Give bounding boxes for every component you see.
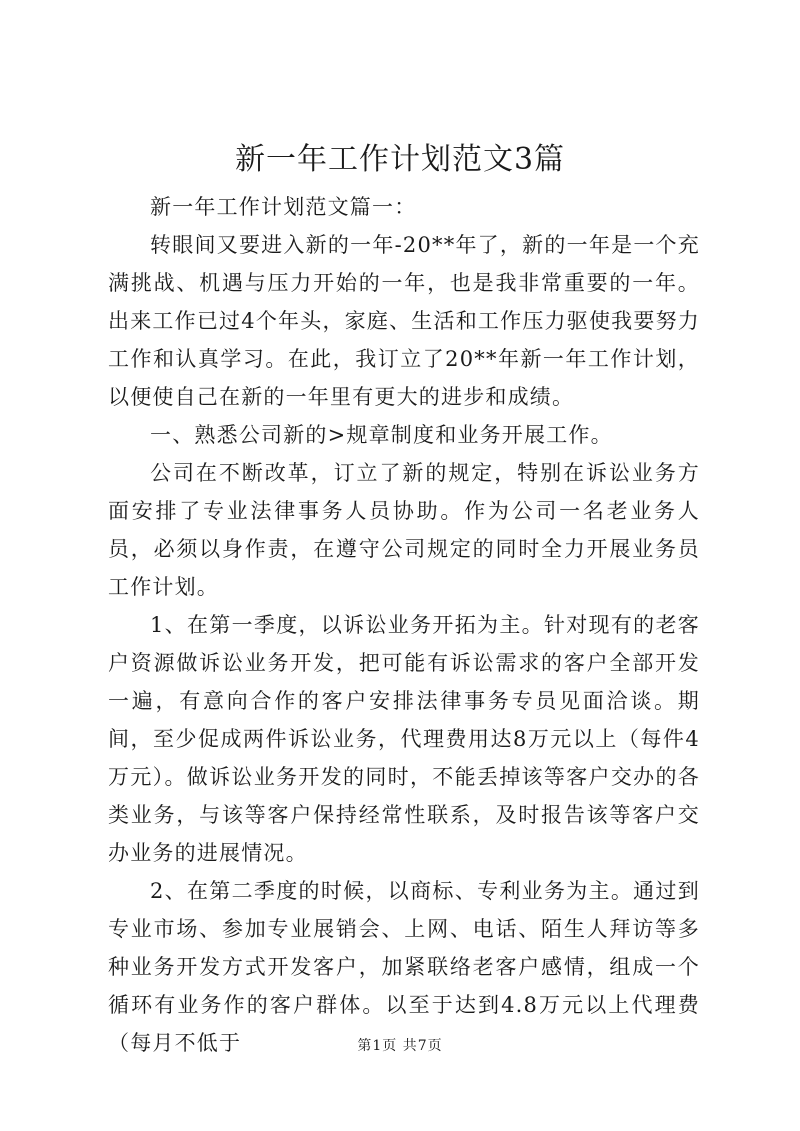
document-title: 新一年工作计划范文3篇 <box>234 142 566 177</box>
paragraph-section-heading: 新一年工作计划范文篇一： <box>150 195 417 219</box>
paragraph-second-quarter: 2、在第二季度的时候，以商标、专利业务为主。通过到专业市场、参加专业展销会、上网、电话、陌生人拜访等多种业务开发方式开发客户，加紧联络老客户感情，组成一个循环有业务作的客户群体。以至于达到4.8万元以上代理费（每月不低于 <box>108 879 700 1055</box>
document-body <box>108 188 700 1062</box>
paragraph-first-quarter: 1、在第一季度，以诉讼业务开拓为主。针对现有的老客户资源做诉讼业务开发，把可能有诉讼需求的客户全部开发一遍，有意向合作的客户安排法律事务专员见面洽谈。期间，至少促成两件诉讼业务，代理费用达8万元以上（每件4万元）。做诉讼业务开发的同时，不能丢掉该等客户交办的各类业务，与该等客户保持经常性联系，及时报告该等客户交办业务的进展情况。 <box>108 613 700 865</box>
paragraph-intro: 转眼间又要进入新的一年-20**年了，新的一年是一个充满挑战、机遇与压力开始的一年，也是我非常重要的一年。出来工作已过4个年头，家庭、生活和工作压力驱使我要努力工作和认真学习。在此，我订立了20**年新一年工作计划，以便使自己在新的一年里有更大的进步和成绩。 <box>108 233 700 409</box>
paragraph-item-one-heading: 一、熟悉公司新的>规章制度和业务开展工作。 <box>150 423 613 447</box>
paragraph-company-rules: 公司在不断改革，订立了新的规定，特别在诉讼业务方面安排了专业法律事务人员协助。作为公司一名老业务人员，必须以身作责，在遵守公司规定的同时全力开展业务员工作计划。 <box>108 461 700 599</box>
page-footer: 第1页 共7页 <box>357 1038 443 1054</box>
